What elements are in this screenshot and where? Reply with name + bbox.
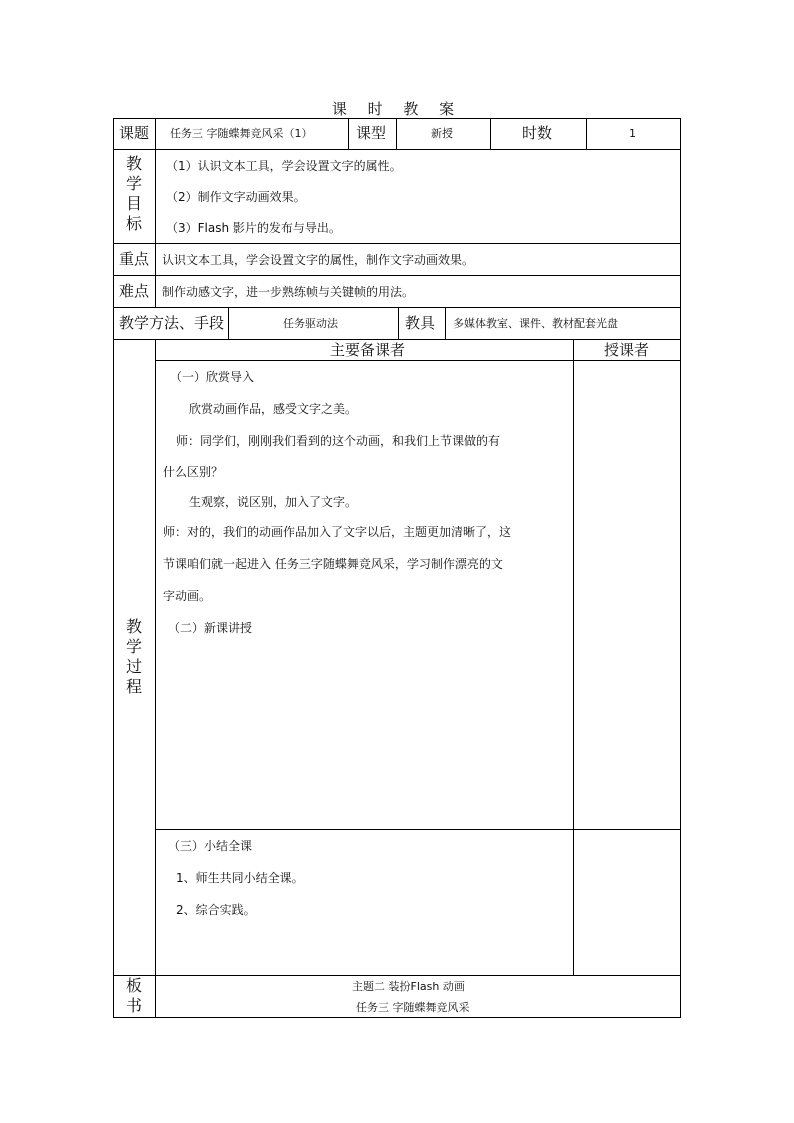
process-line: 师：同学们，刚刚我们看到的这个动画，和我们上节课做的有 [176, 434, 501, 448]
goals-label-char: 标 [125, 214, 142, 233]
difficulty-text: 制作动感文字，进一步熟练帧与关键帧的用法。 [162, 285, 415, 299]
table-border [113, 339, 681, 340]
process-line: 师：对的，我们的动画作品加入了文字以后，主题更加清晰了，这 [163, 525, 512, 539]
summary-line: （三）小结全课 [168, 839, 253, 853]
board-label [119, 976, 149, 1016]
table-border [113, 149, 681, 150]
key-point-label: 重点 [119, 250, 150, 268]
table-border [680, 118, 681, 1018]
difficulty-label: 难点 [119, 282, 150, 300]
table-border [573, 339, 574, 975]
process-label-char: 程 [125, 677, 142, 696]
page-title: 课 时 教 案 [331, 100, 463, 118]
column-header-teacher: 授课者 [604, 341, 650, 359]
process-line: 欣赏动画作品，感受文字之美。 [189, 402, 358, 416]
lesson-type-value: 新授 [431, 127, 453, 140]
process-line: 什么区别？ [163, 465, 224, 479]
board-label-char: 书 [125, 996, 142, 1015]
process-line: （二）新课讲授 [168, 621, 253, 635]
table-border [113, 243, 681, 244]
tools-label: 教具 [405, 314, 436, 332]
goal-item: （2）制作文字动画效果。 [166, 190, 306, 204]
table-border [586, 118, 587, 149]
topic-label: 课题 [119, 124, 150, 142]
process-line: 节课咱们就一起进入 任务三字随蝶舞竞风采，学习制作漂亮的文 [163, 557, 503, 571]
method-label: 教学方法、手段 [119, 314, 225, 332]
hours-label: 时数 [522, 124, 553, 142]
topic-value: 任务三 字随蝶舞竞风采（1） [170, 127, 313, 140]
table-border [228, 307, 229, 339]
goal-item: （1）认识文本工具，学会设置文字的属性。 [166, 159, 402, 173]
process-label-char: 教 [125, 617, 142, 636]
table-border [113, 118, 114, 1018]
column-header-main-preparer: 主要备课者 [330, 341, 406, 359]
table-border [155, 339, 156, 1017]
hours-value: 1 [629, 127, 636, 140]
goal-item: （3）Flash 影片的发布与导出。 [166, 221, 341, 235]
summary-line: 1、师生共同小结全课。 [176, 871, 304, 885]
process-label-char: 学 [125, 637, 142, 656]
goals-label-char: 学 [125, 174, 142, 193]
table-border [490, 118, 491, 149]
board-label-char: 板 [125, 976, 142, 995]
table-border [396, 118, 397, 149]
process-label-char: 过 [125, 657, 142, 676]
tools-value: 多媒体教室、课件、教材配套光盘 [453, 317, 618, 330]
process-label [119, 617, 149, 697]
summary-line: 2、综合实践。 [176, 903, 256, 917]
process-line: （一）欣赏导入 [170, 370, 255, 384]
table-border [113, 1017, 681, 1018]
board-line: 任务三 字随蝶舞竞风采 [356, 1001, 470, 1014]
goals-label-char: 教 [125, 154, 142, 173]
process-line: 生观察，说区别，加入了文字。 [189, 495, 358, 509]
method-value: 任务驱动法 [283, 317, 338, 330]
goals-label [119, 154, 149, 234]
table-border [445, 307, 446, 339]
table-border [155, 829, 681, 830]
table-border [398, 307, 399, 339]
process-line: 字动画。 [163, 589, 212, 603]
table-border [113, 118, 681, 119]
table-border [155, 118, 156, 307]
lesson-type-label: 课型 [356, 124, 387, 142]
goals-label-char: 目 [125, 194, 142, 213]
board-line: 主题二 装扮Flash 动画 [352, 980, 465, 993]
table-border [348, 118, 349, 149]
table-border [113, 975, 681, 976]
table-border [113, 275, 681, 276]
table-border [113, 307, 681, 308]
key-point-text: 认识文本工具，学会设置文字的属性，制作文字动画效果。 [162, 253, 475, 267]
table-border [155, 360, 681, 361]
